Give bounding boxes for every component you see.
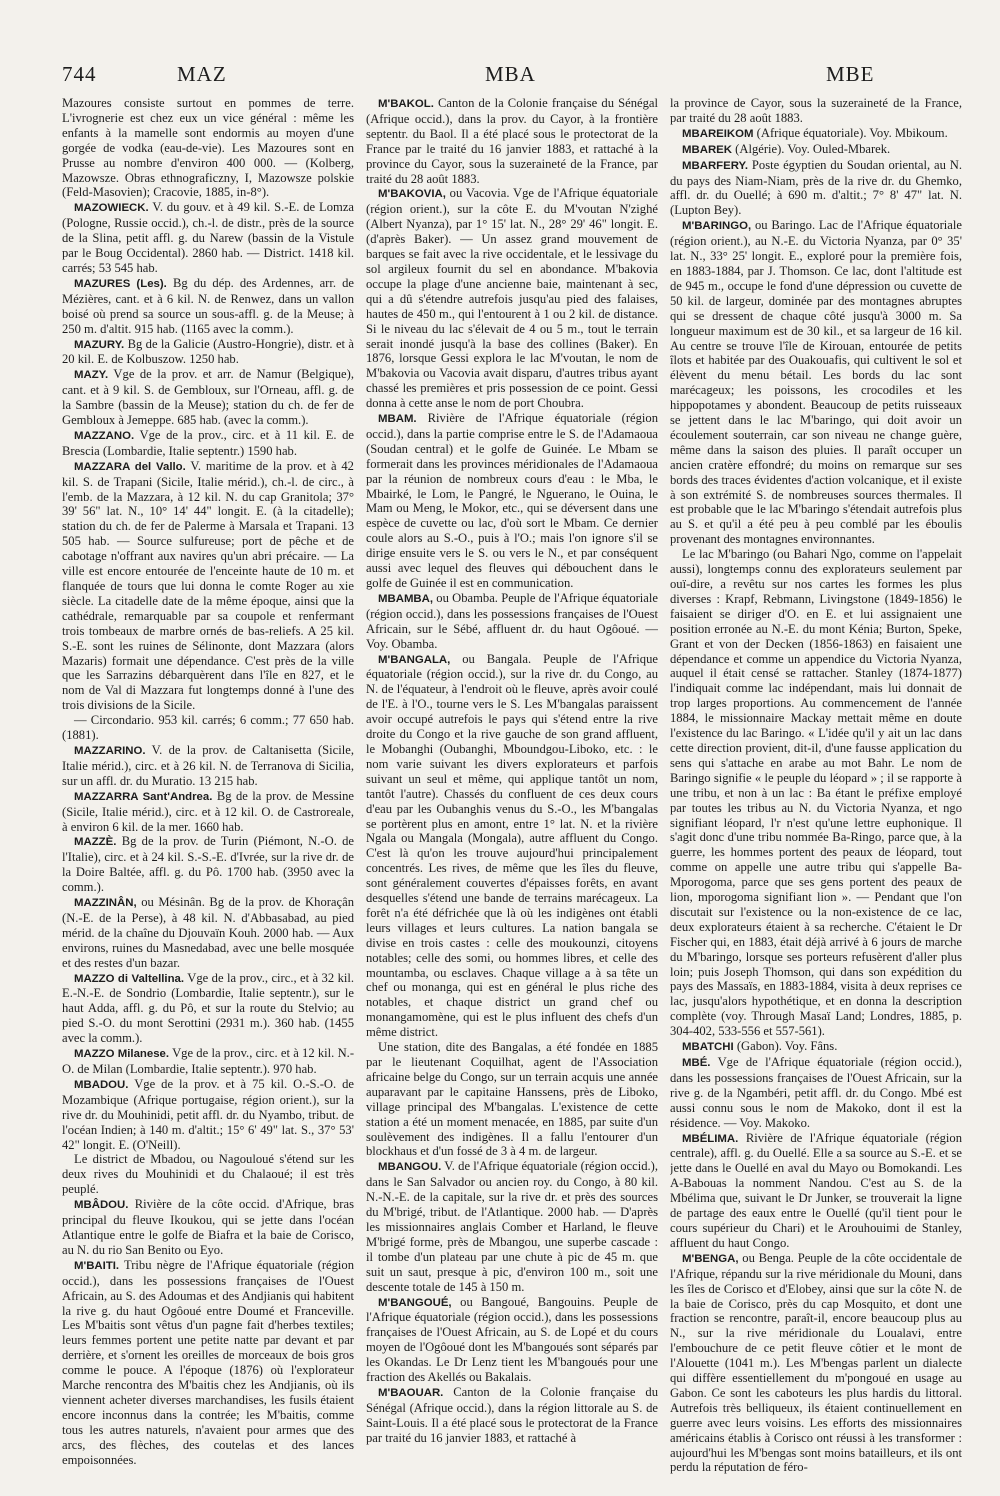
entry-text: Canton de la Colonie française du Sénégal (Afrique occid.), dans la prov. du Cayor, à la frontière septentr. du Baol. Il a été placé sous le protectorat de la France par le traité du 16 janvier 1883, et rattaché à la province du Cayor, sous la suzeraineté de la France, par traité du 28 août 1883. <box>366 96 658 186</box>
dictionary-entry <box>366 652 658 1041</box>
dictionary-entry <box>62 459 354 713</box>
entry-text: Vge de la prov., circ. et à 12 kil. N.-O. de Milan (Lombardie, Italie septentr.). 970 hab. <box>62 1046 354 1076</box>
entry-headword: MAZURES (Les). <box>74 277 167 290</box>
running-header <box>62 62 962 96</box>
entry-headword: MAZZARRA Sant'Andrea. <box>74 790 213 803</box>
entry-headword: M'BAITI. <box>74 1259 120 1272</box>
entry-headword: MAZZO Milanese. <box>74 1048 170 1061</box>
entry-headword: MBADOU. <box>74 1078 129 1091</box>
entry-headword: MBÂDOU. <box>74 1199 129 1212</box>
entry-headword: MAZY. <box>74 369 109 382</box>
entry-text: V. du gouv. et à 49 kil. S.-E. de Lomza (Pologne, Russie occid.), ch.-l. de distr., près de la source de la Slina, petit affl. g. du Narew (bassin de la Vistule par le Boug Occidental). 2860 hab. — District. 1418 kil. carrés; 53 545 hab. <box>62 200 354 275</box>
dictionary-entry <box>62 1152 354 1197</box>
entry-headword: MAZZARINO. <box>74 744 146 757</box>
text-columns <box>62 96 962 1486</box>
dictionary-entry <box>366 1040 658 1159</box>
entry-text: Bg de la prov. de Turin (Piémont, N.-O. de l'Italie), circ. et à 24 kil. S.-S.-E. d'Ivrée, sur la rive dr. de la Doire Baltée, affl. g. du Pô. 1700 hab. (3950 avec la comm.). <box>62 834 354 895</box>
dictionary-entry <box>62 200 354 276</box>
entry-headword: MAZZANO. <box>74 429 135 442</box>
dictionary-entry <box>62 895 354 971</box>
entry-text: Le district de Mbadou, ou Nagouloué s'étend sur les deux rives du Mouhinidi et du Chalaoué; il est très peuplé. <box>62 1152 354 1197</box>
dictionary-entry <box>62 789 354 835</box>
dictionary-entry <box>366 1159 658 1294</box>
entry-headword: MAZZÈ. <box>74 836 117 849</box>
dictionary-entry <box>62 971 354 1047</box>
entry-headword: MAZZO di Valtellina. <box>74 972 185 985</box>
entry-text: Vge de la prov. et à 75 kil. O.-S.-O. de Mozambique (Afrique portugaise, région orient.), sur la rive dr. du Mouhinidi, petit affl. dr. du Nyambo, tribut. de l'océan Indien; à 140 m. d'altit.; 15° 6' 49" lat. S., 37° 53' 42" longit. E. (O'Neill). <box>62 1076 354 1152</box>
entry-text: Rivière de l'Afrique équatoriale (région occid.), dans la partie comprise entre le S. de l'Adamaoua (Soudan central) et le golfe de Guinée. Le Mbam se formerait dans les provinces méridionales de l'Adamaoua par la réunion de nombreux cours d'eau : le Mba, le Mbairké, le Lom, le Pangré, le Nguerano, le Ouina, le Mam ou Meng, le Mokor, etc., qui se déversent dans une espèce de cuvette ou lac, d'où sort le Mbam. Ce dernier coule alors au S.-O., puis à l'O.; mais l'on ignore s'il se dirige ensuite vers le S. ou vers le N., et par conséquent aussi avec lequel des fleuves qui débouchent dans le golfe de Guinée il est en communication. <box>366 411 658 590</box>
entry-headword: MAZZARA del Vallo. <box>74 460 186 473</box>
entry-headword: MAZURY. <box>74 338 125 351</box>
dictionary-entry <box>670 1131 962 1251</box>
entry-text: (Gabon). Voy. Fâns. <box>736 1039 838 1054</box>
entry-text: Bg du dép. des Ardennes, arr. de Mézières, cant. et à 6 kil. N. de Renwez, dans un vallon boisé où prend sa source un sous-affl. g. de la Meuse; à 250 m. d'altit. 915 hab. (1165 avec la comm.). <box>62 275 354 336</box>
entry-text: V. de la prov. de Caltanisetta (Sicile, Italie mérid.), circ. et à 26 kil. N. de Terranova di Sicilia, sur un affl. dr. du Muratio. 13 215 hab. <box>62 742 354 788</box>
entry-text: Le lac M'baringo (ou Bahari Ngo, comme on l'appelait aussi), longtemps connu des explorateurs seulement par ouï-dire, a revêtu sur nos cartes les formes les plus diverses : Krapf, Rebmann, Livingstone (1849-1856) le faisaient se diriger d'O. en E. et lui assignaient une position erronée au N.-E. du mont Kénia; Burton, Speke, Grant et von der Decken (1856-1863) en faisaient une dépendance et comme un appendice du Victoria Nyanza, auquel il était censé se rattacher. Stanley (1874-1877) l'indiquait comme lac indépendant, mais lui donnait de trop larges proportions. Au commencement de l'année 1884, le missionnaire Mackay mettait même en doute l'existence du lac Baringo. « L'idée qu'il y ait un lac dans cette direction provient, dit-il, d'une fausse application du sens qui s'attache en arabe au mot Bahr. Le nom de Baringo signifie « le peuple du léopard » ; il se rapporte à une tribu, et non à un lac : Ba étant le préfixe employé par toutes les tribus au N. du Victoria Nyanza, et ngo signifiant léopard, l'r n'est qu'une lettre euphonique. Il s'agit donc d'une tribu nommée Ba-Ringo, parce que, à la guerre, les hommes portent des peaux de léopard, tout comme on appelle une autre tribu qui s'appelle Ba-Mporogoma, parce que ses gens portent des peaux de lion, mporogoma signifiant lion ». — Pendant que l'on discutait sur l'existence ou la non-existence de ce lac, deux explorateurs étaient à sa recherche. C'étaient le Dr Fischer qui, en 1883, était déjà arrivé à 6 jours de marche du M'baringo, lorsque ses porteurs refusèrent d'aller plus loin; puis Joseph Thomson, qui dans son expédition du pays des Massaïs, en 1883-1884, visita à deux reprises ce lac, jusqu'alors hypothétique, et en donna la description complète (voy. Through Masaï Land; Londres, 1885, p. 304-402, 533-556 et 557-561). <box>670 547 962 1039</box>
dictionary-entry <box>670 1055 962 1131</box>
entry-text: Vge de la prov. et arr. de Namur (Belgique), cant. et à 9 kil. S. de Gembloux, sur l'Orneau, affl. g. de la Sambre (bassin de la Meuse); station du ch. de fer de Gembloux à Jemeppe. 685 hab. (avec la comm.). <box>62 367 354 428</box>
dictionary-entry <box>670 126 962 142</box>
dictionary-entry <box>62 1197 354 1258</box>
entry-headword: MBAREIKOM <box>682 127 754 140</box>
dictionary-entry <box>670 547 962 1039</box>
entry-headword: MBÉLIMA. <box>682 1132 739 1145</box>
entry-headword: M'BENGA, <box>682 1252 739 1265</box>
center-running-head: MBA <box>485 62 536 86</box>
dictionary-entry <box>62 276 354 337</box>
entry-headword: MAZOWIECK. <box>74 202 149 215</box>
dictionary-entry <box>62 1077 354 1153</box>
entry-text: ou Bangoué, Bangouins. Peuple de l'Afrique équatoriale (région occid.), dans les possessions françaises de l'Ouest Africain, au S. de Lopé et du cours moyen de l'Ogôoué dont les M'bangoués sont séparés par les Okandas. Le Dr Lenz tient les M'bangoués pour une fraction des Akellés ou Bakalais. <box>366 1294 658 1385</box>
dictionary-entry <box>62 713 354 743</box>
dictionary-entry <box>62 834 354 895</box>
left-running-head: MAZ <box>177 62 227 86</box>
entry-text: (Algérie). Voy. Ouled-Mbarek. <box>735 141 891 156</box>
entry-text: Rivière de la côte occid. d'Afrique, bras principal du fleuve Ikoukou, qui se jette dans l'océan Atlantique entre le golfe de Biafra et la baie de Corisco, au N. du rio San Benito ou Eyo. <box>62 1197 354 1257</box>
dictionary-entry <box>62 367 354 428</box>
entry-headword: MBAMBA, <box>378 592 434 605</box>
entry-headword: MBAM. <box>378 413 417 426</box>
dictionary-entry <box>366 1295 658 1385</box>
entry-text: Vge de la prov., circ., et à 32 kil. E.-N.-E. de Sondrio (Lombardie, Italie septentr.), sur le haut Adda, affl. g. du Pô, et sur la route du Stelvio; au pied S.-O. du mont Serottini (2931 m.). 360 hab. (1455 avec la comm.). <box>62 970 354 1046</box>
column-left <box>62 96 354 1486</box>
entry-headword: MAZZINÂN, <box>74 897 137 910</box>
dictionary-entry <box>366 591 658 652</box>
column-middle <box>366 96 658 1486</box>
entry-headword: MBATCHI <box>682 1041 734 1054</box>
entry-headword: M'BAKOVIA, <box>378 188 446 201</box>
entry-text: la province de Cayor, sous la suzeraineté de la France, par traité du 28 août 1883. <box>670 96 962 125</box>
entry-text: Canton de la Colonie française du Sénégal (Afrique occid.), dans la région littorale au S. de Saint-Louis. Il a été placé sous le protectorat de la France par traité du 16 janvier 1883, et rattaché à <box>366 1384 658 1445</box>
entry-headword: M'BAOUAR. <box>378 1386 444 1399</box>
entry-text: Vge de l'Afrique équatoriale (région occid.), dans les possessions françaises de l'Ouest Africain, sur la rive g. de la Ngambéri, petit affl. dr. du Congo. Mbé est aussi connu sous le nom de Makoko, dont il est la résidence. — Voy. Makoko. <box>670 1055 962 1130</box>
column-right <box>670 96 962 1486</box>
entry-text: Mazoures consiste surtout en pommes de terre. L'ivrognerie est chez eux un vice général : même les enfants à la mamelle sont endormis au moyen d'une gorgée de vodka (eau-de-vie). Les Mazoures sont en Prusse au nombre d'environ 400 000. — (Kolberg, Mazowsze. Obras ethnograficzny, I, Mazowsze polskie (Feld-Masovien); Cracovie, 1885, in-8°). <box>62 96 354 200</box>
entry-text: Tribu nègre de l'Afrique équatoriale (région occid.), dans les possessions françaises de l'Ouest Africain, au S. des Adoumas et des Andjianis qui habitent la rive g. du haut Ogôoué entre Doumé et Franceville. Les M'baitis sont vêtus d'un pagne fait d'herbes textiles; leurs femmes portent une petite natte par devant et par derrière, et s'ornent les oreilles de morceaux de bois gros comme le pouce. A l'époque (1876) où l'explorateur Marche rencontra des M'baitis chez les Andjianis, où ils viennent acheter diverses marchandises, les fusils étaient encore inconnus dans la contrée; les M'baitis, comme tous les autres naturels, n'avaient pour armes que des arcs, des flèches, des coutelas et des lances empoisonnées. <box>62 1257 354 1467</box>
entry-text: V. maritime de la prov. et à 42 kil. S. de Trapani (Sicile, Italie mérid.), ch.-l. de circ., à l'emb. de la Mazzara, à 12 kil. N. du cap Granitola; 37° 39' 56" lat. N., 10° 14' 44" longit. E. (à la citadelle); station du ch. de fer de Palerme à Marsala et Trapani. 13 505 hab. — Source sulfureuse; port de pêche et de cabotage n'offrant aux navires qu'un abri précaire. — La ville est encore entourée de l'enceinte haute de 10 m. et flanquée de tours que lui donna le comte Roger au xie siècle. La citadelle date de la même époque, ainsi que la cathédrale, remarquable par sa coupole et renfermant trois tombeaux de marbre ornés de bas-reliefs. A 25 kil. S.-E. sont les ruines de Sélinonte, dont Mazzara (alors Mazaris) formait une dépendance. C'est près de la ville que les Sarrazins débarquèrent dans l'île en 827, et le nom de Val di Mazzara fut longtemps donné à l'une des trois divisions de la Sicile. <box>62 458 354 713</box>
dictionary-entry <box>62 96 354 200</box>
entry-headword: M'BANGOUÉ, <box>378 1296 452 1309</box>
dictionary-entry <box>670 158 962 219</box>
right-running-head: MBE <box>826 62 875 86</box>
dictionary-entry <box>366 96 658 186</box>
dictionary-entry <box>366 186 658 411</box>
dictionary-entry <box>670 142 962 158</box>
entry-text: Bg de la prov. de Messine (Sicile, Italie mérid.), circ. et à 12 kil. O. de Castroreale, à environ 6 kil. de la mer. 1660 hab. <box>62 788 354 834</box>
dictionary-entry <box>670 1251 962 1476</box>
entry-headword: M'BARINGO, <box>682 220 752 233</box>
entry-text: Poste égyptien du Soudan oriental, au N. du pays des Niam-Niam, près de la rive dr. du Ghemko, affl. dr. du Ouellé; à 690 m. d'altit.; 7° 8' 47" lat. N. (Lupton Bey). <box>670 157 962 218</box>
entry-text: Rivière de l'Afrique équatoriale (région centrale), affl. g. du Ouellé. Elle a sa source au S.-E. et se jette dans le Ouellé en aval du Mayo ou Bomokandi. Les A-Babouas la nomment Nandou. C'est au S. de la Mbélima que, suivant le Dr Junker, se trouverait la ligne de partage des eaux entre le Ouellé (qu'il tient pour le cours supérieur du Chari) et le Arouhouimi de Stanley, affluent du haut Congo. <box>670 1130 962 1250</box>
dictionary-entry <box>62 743 354 789</box>
entry-text: Bg de la Galicie (Austro-Hongrie), distr. et à 20 kil. E. de Kolbuszow. 1250 hab. <box>62 336 354 367</box>
entry-text: V. de l'Afrique équatoriale (région occid.), dans le San Salvador ou ancien roy. du Congo, à 80 kil. N.-N.-E. de la capitale, sur la rive dr. et près des sources du M'brigé, tribut. de l'Atlantique. 2000 hab. — D'après les missionnaires anglais Comber et Harland, le fleuve M'brigé forme, près de Mbangou, une superbe cascade : il tombe d'un plateau par une chute à pic de 45 m. que suit un saut, presque à pic, d'environ 100 m., soit une descente totale de 145 à 150 m. <box>366 1159 658 1294</box>
entry-headword: M'BANGALA, <box>378 653 451 666</box>
entry-text: ou Bangala. Peuple de l'Afrique équatoriale (région occid.), sur la rive dr. du Congo, au N. de l'équateur, à l'endroit où le fleuve, après avoir coulé de l'E. à l'O., tourne vers le S. Les M'bangalas paraissent avoir occupé autrefois le pays qui s'étend entre la rive droite du Congo et la rive gauche de son grand affluent, le Mobanghi (Oubanghi, Mboundgou-Liboko, etc. : le nom varie suivant les divers explorateurs et parfois suivant un seul et même, qui applique tantôt un nom, tantôt l'autre). Chassés du confluent de ces deux cours d'eau par les Oubanghis venus du S.-O., les M'bangalas se portèrent plus en amont, entre 1° lat. N. et la rivière Ngala ou Mangala (Mongala), autre affluent du Congo. C'est là qu'on les trouve aujourd'hui principalement concentrés. Les rives, de même que les îles du fleuve, sont généralement couvertes d'épaisses forêts, en avant desquelles s'étend une bande de terrains marécageux. La forêt n'a été défrichée que là où les indigènes ont établi leurs villages et leurs cultures. La nation bangala se divise en trois castes : celle des moukounzi, citoyens notables; celle des somi, ou hommes libres, et celle des mountamba, ou esclaves. Chaque village a à sa tête un chef ou monanga, qui est en général le plus riche des notables, et chaque district un grand chef ou monangamomène, qui est le plus influent des chefs d'un même district. <box>366 651 658 1040</box>
entry-text: — Circondario. 953 kil. carrés; 6 comm.; 77 650 hab. (1881). <box>62 713 354 743</box>
entry-text: ou Vacovia. Vge de l'Afrique équatoriale (région orient.), sur la côte E. du M'voutan N'zighé (Albert Nyanza), par 1° 15' lat. N., 28° 29' 46" longit. E. (d'après Baker). — Un assez grand mouvement de barques se fait avec la rive occidentale, et le lessivage du sol argileux fournit du sel en abondance. M'bakovia occupe la plage d'une ancienne baie, maintenant à sec, qui a dû s'étendre autrefois jusqu'au pied des falaises, hautes de 450 m., qui l'entourent à 1 ou 2 kil. de distance. Si le niveau du lac s'élevait de 4 ou 5 m., tout le terrain serait inondé jusqu'à la base des collines (Baker). En 1876, lorsque Gessi explora le lac M'voutan, le nom de M'bakovia ou Vacovia avait disparu, d'autres tribus ayant chassé les premières et pris possession de ce point. Gessi donna à cette anse le nom de port Choubra. <box>366 186 658 411</box>
entry-text: Vge de la prov., circ. et à 11 kil. E. de Brescia (Lombardie, Italie septentr.) 1590 hab. <box>62 427 354 458</box>
entry-text: (Afrique équatoriale). Voy. Mbikoum. <box>756 125 948 140</box>
page-number: 744 <box>62 62 97 86</box>
entry-headword: MBAREK <box>682 143 732 156</box>
entry-text: Une station, dite des Bangalas, a été fondée en 1885 par le lieutenant Coquilhat, agent de l'Association africaine belge du Congo, sur un terrain acquis une année auparavant par le capitaine Hanssens, près de Liboko, village principal des M'bangalas. L'existence de cette station a été un moment menacée, en 1885, par suite d'un soulèvement des indigènes. Il a fallu l'entourer d'un blockhaus et d'un fossé de 3 à 4 m. de largeur. <box>366 1040 658 1159</box>
dictionary-entry <box>670 218 962 547</box>
dictionary-entry <box>670 1039 962 1055</box>
dictionary-entry <box>62 337 354 368</box>
entry-headword: MBANGOU. <box>378 1161 442 1174</box>
dictionary-entry <box>366 411 658 591</box>
entry-text: ou Baringo. Lac de l'Afrique équatoriale (région orient.), au N.-E. du Victoria Nyanza, par 0° 35' lat. N., 33° 25' longit. E., exploré pour la première fois, en 1883-1884, par J. Thomson. Ce lac, dont l'altitude est de 945 m., occupe le fond d'une dépression ou cuvette de 50 kil. de largeur, dominée par des montagnes abruptes qui se dressent de chaque côté jusqu'à 3000 m. Sa longueur maximum est de 30 kil., et sa largeur de 16 kil. Au centre se trouve l'île de Kirouan, entourée de petits îlots et habitée par des Ouakouafis, qui cultivent le sol et élèvent du menu bétail. Les bords du lac sont marécageux; les poissons, les crocodiles et les hippopotames y abondent. Beaucoup de petits ruisseaux se jettent dans le lac M'baringo, qui doit avoir un écoulement souterrain, car son niveau ne change guère, même dans la saison des pluies. Il paraît occuper un ancien cratère effondré; du moins on remarque sur ses bords des traces évidentes d'action volcanique, et il existe à son extrémité S. de nombreuses sources thermales. Il est probable que le lac M'baringo s'étendait autrefois plus au S. et qu'il a été peu à peu comblé par les éboulis provenant des montagnes environnantes. <box>670 218 962 547</box>
dictionary-entry <box>62 428 354 459</box>
dictionary-entry <box>670 96 962 126</box>
dictionary-entry <box>366 1385 658 1446</box>
entry-headword: MBARFERY. <box>682 159 749 172</box>
entry-text: ou Mésinân. Bg de la prov. de Khoraçân (N.-E. de la Perse), à 48 kil. N. d'Abbasabad, au pied mérid. de la chaîne du Djouvaïn Kouh. 2000 hab. — Aux environs, ruines du Masnedabad, avec une belle mosquée et des restes d'un bazar. <box>62 895 354 970</box>
entry-text: ou Obamba. Peuple de l'Afrique équatoriale (région occid.), dans les possessions françaises de l'Ouest Africain, sur le Sébé, affluent dr. du haut Ogôoué. — Voy. Obamba. <box>366 590 658 651</box>
entry-text: ou Benga. Peuple de la côte occidentale de l'Afrique, répandu sur la rive méridionale du Mouni, dans les îles de Corisco et d'Elobey, ainsi que sur la côte N. de la baie de Corisco, près du cap Mosquito, et dont une fraction se rencontre, paraît-il, encore beaucoup plus au N., sur la rive méridionale du Loualavi, entre l'embouchure de ce petit fleuve côtier et le mont de l'Alouette (1041 m.). Les M'bengas parlent un dialecte qui diffère essentiellement du m'pongoué en usage au Gabon. Ce sont les caboteurs les plus hardis du littoral. Autrefois très belliqueux, ils étaient continuellement en guerre avec leurs voisins. Les efforts des missionnaires américains établis à Corisco ont réussi à les transformer : aujourd'hui les M'bengas sont moins batailleurs, et ils ont perdu la réputation de féro- <box>670 1250 962 1475</box>
dictionary-entry <box>62 1258 354 1468</box>
entry-headword: M'BAKOL. <box>378 98 434 110</box>
dictionary-entry <box>62 1046 354 1077</box>
entry-headword: MBÉ. <box>682 1057 711 1069</box>
